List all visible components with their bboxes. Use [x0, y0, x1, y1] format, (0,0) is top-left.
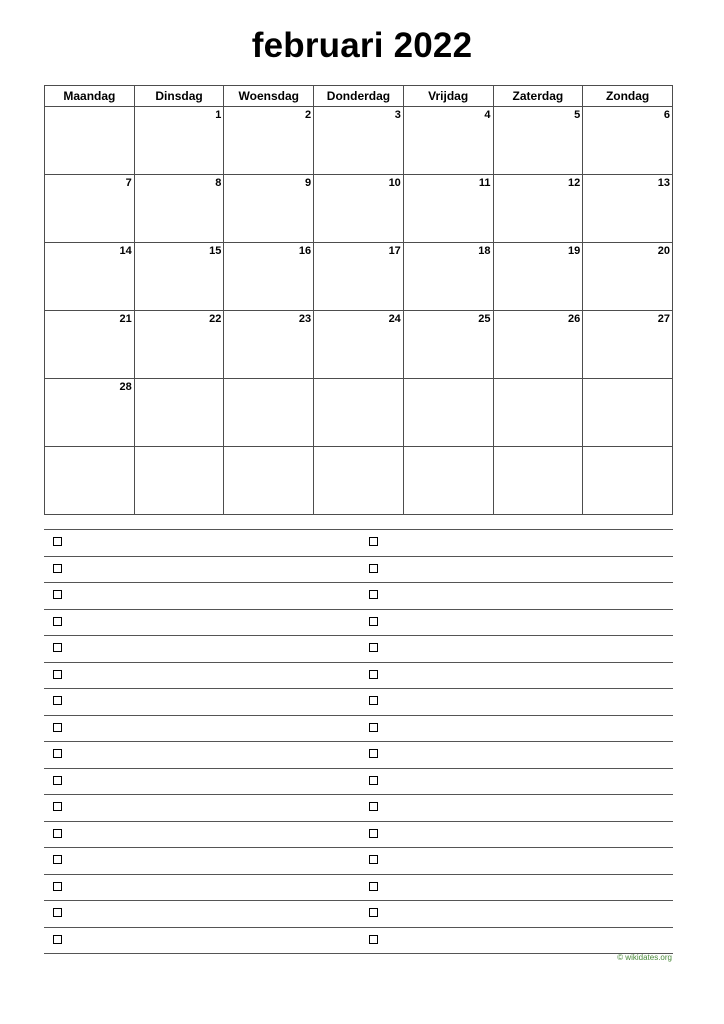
checklist-row — [44, 556, 673, 583]
checkbox-icon[interactable] — [369, 537, 378, 546]
weekday-header: Zondag — [583, 86, 673, 107]
checkbox-icon[interactable] — [369, 749, 378, 758]
day-number — [45, 447, 134, 449]
day-number: 20 — [657, 245, 670, 257]
day-cell[interactable] — [314, 175, 404, 243]
day-cell[interactable] — [403, 175, 493, 243]
day-cell[interactable] — [224, 447, 314, 515]
day-number: 23 — [298, 313, 312, 325]
checkbox-icon[interactable] — [53, 537, 62, 546]
day-cell[interactable] — [583, 447, 673, 515]
checklist-row — [44, 847, 673, 874]
day-number: 26 — [567, 313, 581, 325]
day-number: 21 — [119, 313, 132, 325]
day-cell[interactable] — [134, 447, 224, 515]
weekday-header: Donderdag — [314, 86, 404, 107]
checkbox-icon[interactable] — [53, 776, 62, 785]
checkbox-icon[interactable] — [369, 590, 378, 599]
checklist-row — [44, 662, 673, 689]
day-number: 17 — [388, 245, 401, 257]
day-cell[interactable] — [493, 379, 583, 447]
checkbox-icon[interactable] — [53, 590, 62, 599]
day-number — [135, 379, 224, 381]
day-cell[interactable] — [134, 379, 224, 447]
checkbox-icon[interactable] — [369, 670, 378, 679]
week-row — [45, 447, 673, 515]
day-number: 10 — [388, 177, 401, 189]
day-number: 11 — [478, 177, 491, 189]
day-cell[interactable] — [493, 107, 583, 175]
day-number: 19 — [567, 245, 581, 257]
day-cell[interactable] — [583, 107, 673, 175]
checkbox-icon[interactable] — [53, 908, 62, 917]
day-number — [224, 379, 313, 381]
day-cell[interactable] — [224, 379, 314, 447]
day-number: 15 — [209, 245, 222, 257]
week-row — [45, 311, 673, 379]
day-number — [404, 447, 493, 449]
day-number — [45, 107, 134, 109]
checkbox-icon[interactable] — [369, 564, 378, 573]
weekday-header: Woensdag — [224, 86, 314, 107]
day-cell[interactable] — [403, 379, 493, 447]
day-cell[interactable] — [45, 107, 135, 175]
checklist — [44, 529, 673, 954]
day-cell[interactable] — [134, 175, 224, 243]
checkbox-icon[interactable] — [53, 564, 62, 573]
day-cell[interactable] — [493, 311, 583, 379]
checkbox-icon[interactable] — [369, 935, 378, 944]
checkbox-icon[interactable] — [53, 723, 62, 732]
day-number: 22 — [209, 313, 222, 325]
checklist-row — [44, 635, 673, 662]
checklist-row — [44, 900, 673, 927]
checklist-row — [44, 927, 673, 954]
day-cell[interactable] — [45, 447, 135, 515]
day-number — [135, 447, 224, 449]
day-number: 14 — [119, 245, 132, 257]
day-number — [404, 379, 493, 381]
day-cell[interactable] — [224, 175, 314, 243]
calendar-grid — [44, 85, 673, 515]
day-cell[interactable] — [493, 175, 583, 243]
day-number: 24 — [388, 313, 401, 325]
checkbox-icon[interactable] — [53, 617, 62, 626]
day-number: 27 — [657, 313, 670, 325]
checkbox-icon[interactable] — [369, 855, 378, 864]
weekday-header: Maandag — [45, 86, 135, 107]
day-cell[interactable] — [45, 243, 135, 311]
checklist-row — [44, 609, 673, 636]
footer-credit: © wikidates.org — [617, 953, 672, 962]
checkbox-icon[interactable] — [53, 802, 62, 811]
day-cell[interactable] — [134, 311, 224, 379]
day-cell[interactable] — [134, 243, 224, 311]
checkbox-icon[interactable] — [53, 882, 62, 891]
day-number — [314, 447, 403, 449]
day-cell[interactable] — [583, 175, 673, 243]
day-number: 16 — [298, 245, 312, 257]
day-number: 13 — [657, 177, 670, 189]
checklist-row — [44, 741, 673, 768]
day-cell[interactable] — [45, 379, 135, 447]
day-number — [583, 447, 672, 449]
checkbox-icon[interactable] — [53, 935, 62, 944]
day-number: 2 — [304, 109, 312, 121]
checklist-row — [44, 821, 673, 848]
checklist-row — [44, 688, 673, 715]
day-cell[interactable] — [493, 447, 583, 515]
day-number: 1 — [215, 109, 222, 121]
checkbox-icon[interactable] — [369, 643, 378, 652]
checkbox-icon[interactable] — [53, 696, 62, 705]
day-cell[interactable] — [583, 243, 673, 311]
day-cell[interactable] — [224, 311, 314, 379]
week-row — [45, 107, 673, 175]
day-number — [583, 379, 672, 381]
day-number: 25 — [478, 313, 491, 325]
weekday-header-row — [45, 86, 673, 107]
day-cell[interactable] — [493, 243, 583, 311]
day-number — [314, 379, 403, 381]
checklist-row — [44, 715, 673, 742]
day-cell[interactable] — [403, 107, 493, 175]
day-cell[interactable] — [583, 311, 673, 379]
checklist-row — [44, 768, 673, 795]
day-cell[interactable] — [314, 379, 404, 447]
checkbox-icon[interactable] — [369, 617, 378, 626]
checkbox-icon[interactable] — [369, 802, 378, 811]
checklist-row — [44, 582, 673, 609]
checkbox-icon[interactable] — [369, 908, 378, 917]
day-number: 6 — [663, 109, 670, 121]
day-cell[interactable] — [134, 107, 224, 175]
day-cell[interactable] — [403, 447, 493, 515]
checkbox-icon[interactable] — [53, 643, 62, 652]
day-cell[interactable] — [224, 243, 314, 311]
day-cell[interactable] — [403, 243, 493, 311]
week-row — [45, 379, 673, 447]
checkbox-icon[interactable] — [53, 670, 62, 679]
day-number: 12 — [567, 177, 581, 189]
checkbox-icon[interactable] — [369, 723, 378, 732]
day-number — [494, 447, 583, 449]
day-number: 4 — [484, 109, 491, 121]
week-row — [45, 175, 673, 243]
checkbox-icon[interactable] — [53, 829, 62, 838]
weekday-header: Dinsdag — [134, 86, 224, 107]
page-title: februari 2022 — [251, 26, 473, 65]
day-number — [494, 379, 583, 381]
checkbox-icon[interactable] — [369, 829, 378, 838]
day-number: 8 — [215, 177, 222, 189]
day-cell[interactable] — [583, 379, 673, 447]
day-number: 3 — [394, 109, 401, 121]
day-cell[interactable] — [314, 243, 404, 311]
day-cell[interactable] — [224, 107, 314, 175]
checklist-row — [44, 874, 673, 901]
weekday-header: Vrijdag — [403, 86, 493, 107]
week-row — [45, 243, 673, 311]
day-cell[interactable] — [45, 311, 135, 379]
day-cell[interactable] — [45, 175, 135, 243]
weekday-header: Zaterdag — [493, 86, 583, 107]
checkbox-icon[interactable] — [53, 855, 62, 864]
checkbox-icon[interactable] — [369, 696, 378, 705]
day-number: 7 — [125, 177, 132, 189]
checklist-row — [44, 529, 673, 556]
checkbox-icon[interactable] — [369, 776, 378, 785]
day-number — [224, 447, 313, 449]
day-number: 5 — [574, 109, 581, 121]
checklist-row — [44, 794, 673, 821]
checkbox-icon[interactable] — [53, 749, 62, 758]
day-number: 18 — [478, 245, 491, 257]
day-number: 9 — [304, 177, 312, 189]
day-cell[interactable] — [314, 107, 404, 175]
day-cell[interactable] — [314, 447, 404, 515]
day-number: 28 — [119, 381, 132, 393]
checkbox-icon[interactable] — [369, 882, 378, 891]
day-cell[interactable] — [403, 311, 493, 379]
day-cell[interactable] — [314, 311, 404, 379]
